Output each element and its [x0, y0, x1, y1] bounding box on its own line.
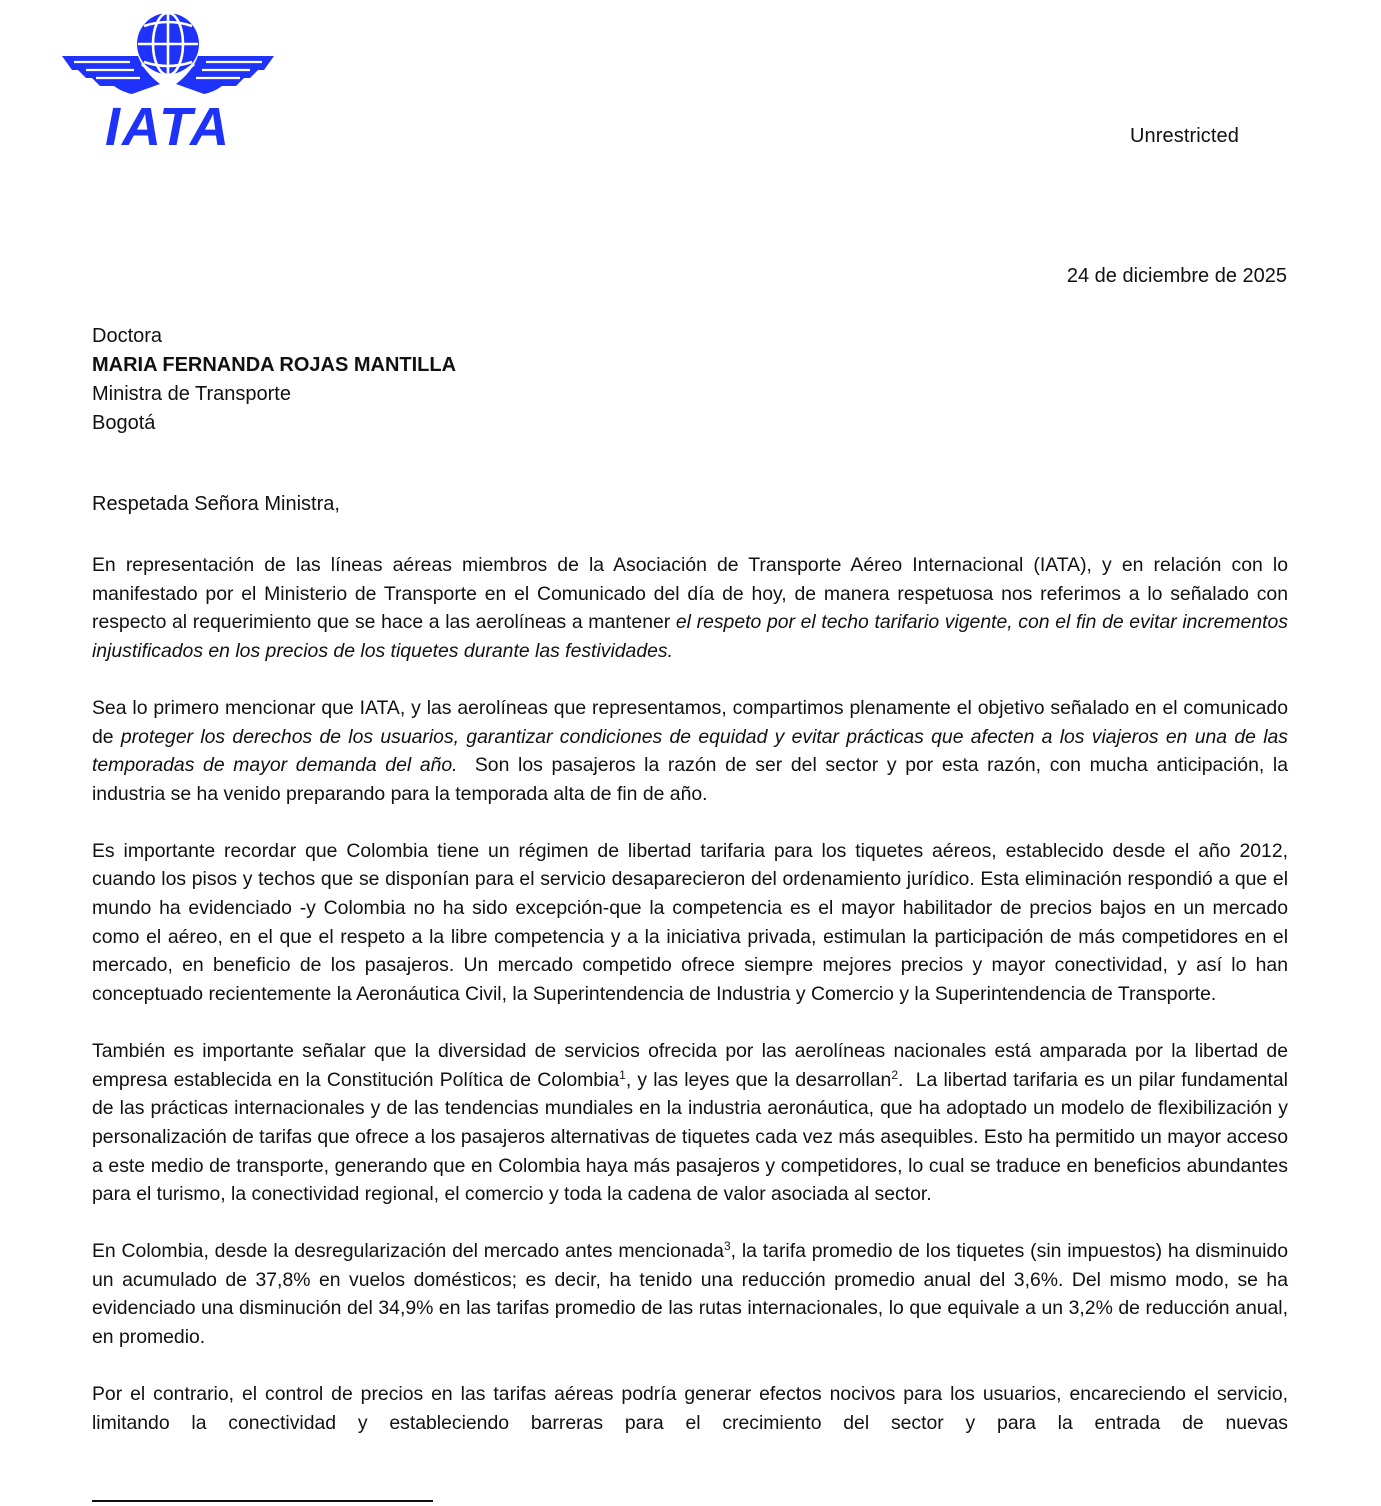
iata-logo	[60, 10, 276, 150]
addressee-title: Doctora	[92, 325, 163, 347]
salutation: Respetada Señora Ministra,	[92, 493, 340, 515]
footnote-ref-1[interactable]: 1	[619, 1067, 626, 1082]
paragraph-3: Es importante recordar que Colombia tiene un régimen de libertad tarifaria para los tiquetes aéreos, establecido desde el año 2012, cuando los pisos y techos que se disponían para el servicio desaparecieron del ordenamiento jurídico. Esta eliminación respondió a que el mundo ha evidenciado -y Colombia no ha sido excepción-que la competencia es el mayor habilitador de precios bajos en un mercado como el aéreo, en el que el respeto a la libre competencia y a la iniciativa privada, estimulan la participación de más competidores en el mercado, en beneficio de los pasajeros. Un mercado competido ofrece siempre mejores precios y mayor conectividad, y así lo han conceptuado recientemente la Aeronáutica Civil, la Superintendencia de Industria y Comercio y la Superintendencia de Transporte.	[92, 839, 1288, 1006]
paragraph-1	[92, 551, 1288, 666]
paragraph-text: , y las leyes que la desarrollan	[625, 1068, 892, 1091]
quoted-text: proteger los derechos de los usuarios, garantizar condiciones de equidad y evitar prácticas que afecten a los viajeros en una de las temporadas de mayor demanda del año.	[92, 725, 1288, 777]
paragraph-text: , la tarifa promedio de los tiquetes (sin impuestos) ha disminuido un acumulado de 37,8% en vuelos domésticos; es decir, ha tenido una reducción promedio anual del 3,6%. Del mismo modo, se ha evidenciado una disminución del 34,9% en las tarifas promedio de las rutas internacionales, lo que equivale a un 3,2% de reducción anual, en promedio.	[92, 1240, 1288, 1349]
addressee-position: Ministra de Transporte	[92, 383, 291, 405]
letter-body	[92, 551, 1294, 1465]
paragraph-text: Sea lo primero mencionar que IATA, y las aerolíneas que representamos, compartimos plenamente el objetivo señalado en el comunicado de	[92, 696, 1288, 748]
paragraph-4	[92, 1037, 1294, 1209]
logo-wordmark: IATA	[105, 97, 231, 150]
paragraph-text: En representación de las líneas aéreas miembros de la Asociación de Transporte Aéreo Internacional (IATA), y en relación con lo manifestado por el Ministerio de Transporte en el Comunicado del día de hoy, de manera respetuosa nos referimos a lo señalado con respecto al requerimiento que se hace a las aerolíneas a mantener	[92, 554, 1288, 634]
paragraph-6: Por el contrario, el control de precios en las tarifas aéreas podría generar efectos nocivos para los usuarios, encareciendo el servicio, limitando la conectividad y estableciendo barreras para el crecimiento del sector y para la entrada de nuevas	[92, 1382, 1288, 1434]
quoted-text: el respeto por el techo tarifario vigente, con el fin de evitar incrementos injustificados en los precios de los tiquetes durante las festividades.	[92, 611, 1288, 663]
paragraph-text: En Colombia, desde la desregularización del mercado antes mencionada	[92, 1240, 724, 1263]
paragraph-2	[92, 694, 1294, 809]
footnote-ref-2[interactable]: 2	[891, 1067, 899, 1082]
paragraph-text: . La libertad tarifaria es un pilar fundamental de las prácticas internacionales y de las tendencias mundiales en la industria aeronáutica, que ha adoptado un modelo de flexibilización y personalización de tarifas que ofrece a los pasajeros alternativas de tiquetes cada vez más asequibles. Esto ha permitido un mayor acceso a este medio de transporte, generando que en Colombia haya más pasajeros y competidores, lo cual se traduce en beneficios abundantes para el turismo, la conectividad regional, el comercio y toda la cadena de valor asociada al sector.	[92, 1068, 1294, 1206]
addressee-block	[92, 322, 456, 438]
paragraph-5	[92, 1237, 1288, 1352]
paragraph-text: También es importante señalar que la diversidad de servicios ofrecida por las aerolíneas nacionales está amparada por la libertad de empresa establecida en la Constitución Política de Colombia	[92, 1039, 1288, 1091]
footnote-separator	[92, 1500, 433, 1502]
addressee-city: Bogotá	[92, 412, 156, 434]
classification-label: Unrestricted	[1129, 125, 1239, 147]
addressee-name: MARIA FERNANDA ROJAS MANTILLA	[92, 354, 457, 376]
paragraph-text: Son los pasajeros la razón de ser del sector y por esta razón, con mucha anticipación, la industria se ha venido preparando para la temporada alta de fin de año.	[92, 754, 1294, 805]
footnote-ref-3[interactable]: 3	[723, 1239, 731, 1254]
letter-date: 24 de diciembre de 2025	[1066, 265, 1287, 287]
